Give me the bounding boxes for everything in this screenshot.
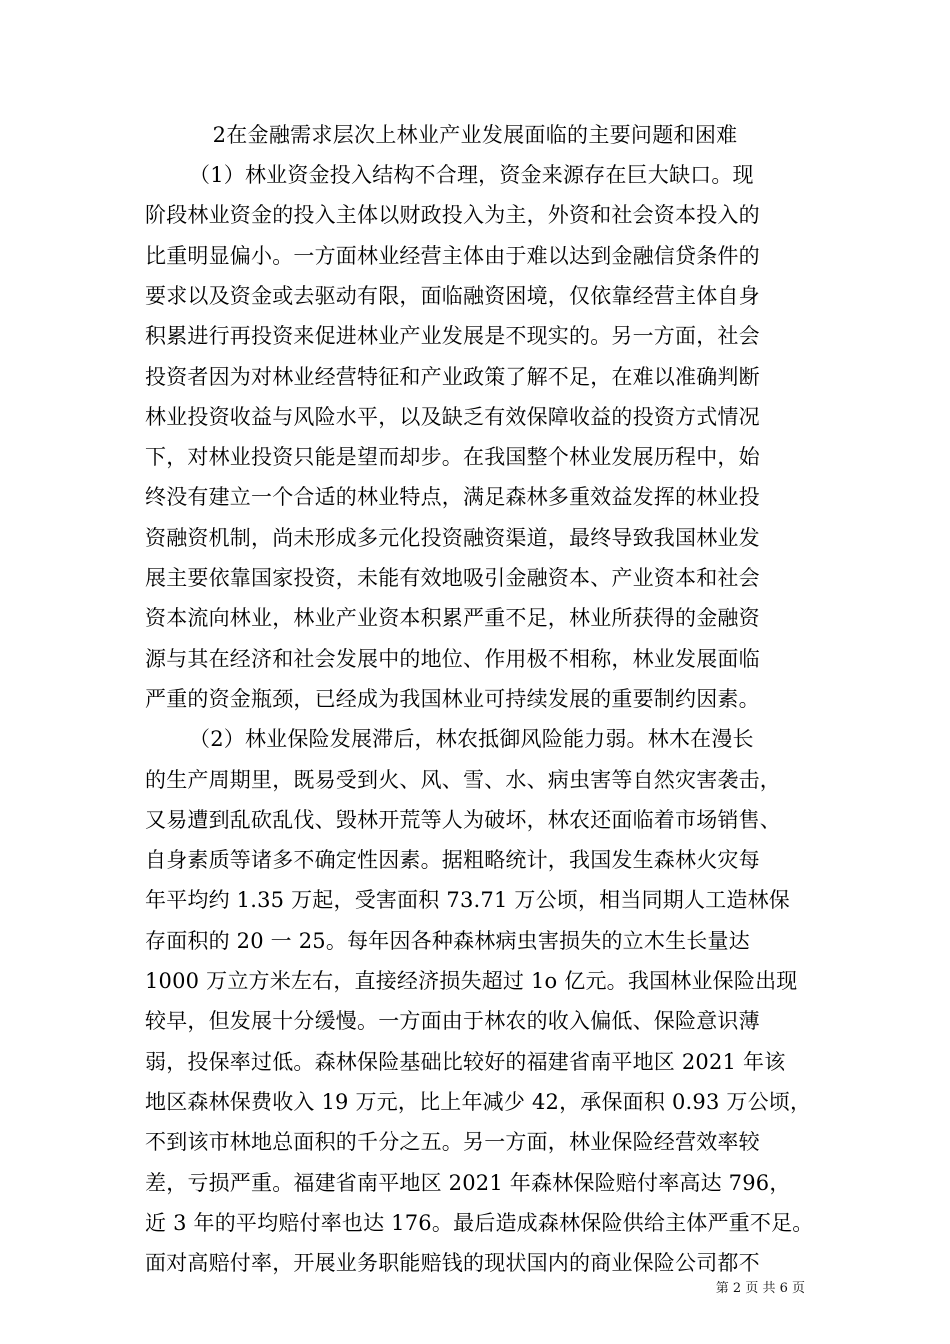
paragraph-line: 近 3 年的平均赔付率也达 176。最后造成森林保险供给主体严重不足。: [145, 1210, 814, 1235]
paragraph-first-line: （2）林业保险发展滞后，林农抵御风险能力弱。林木在漫长: [189, 727, 754, 752]
paragraph-line: 年平均约 1.35 万起，受害面积 73.71 万公顷，相当同期人工造林保: [145, 888, 790, 913]
paragraph-line: 比重明显偏小。一方面林业经营主体由于难以达到金融信贷条件的: [145, 243, 760, 268]
paragraph-line: 终没有建立一个合适的林业特点，满足森林多重效益发挥的林业投: [145, 485, 760, 510]
paragraph-line: 资本流向林业，林业产业资本积累严重不足，林业所获得的金融资: [145, 606, 760, 631]
paragraph-first-line: （1）林业资金投入结构不合理，资金来源存在巨大缺口。现: [189, 163, 754, 187]
paragraph-line: 林业投资收益与风险水平，以及缺乏有效保障收益的投资方式情况: [145, 404, 760, 429]
paragraph-line: 较早，但发展十分缓慢。一方面由于林农的收入偏低、保险意识薄: [145, 1009, 760, 1034]
paragraph-line: 不到该市林地总面积的千分之五。另一方面，林业保险经营效率较: [145, 1130, 760, 1155]
paragraph-line: 阶段林业资金的投入主体以财政投入为主，外资和社会资本投入的: [145, 203, 760, 228]
paragraph-line: 差，亏损严重。福建省南平地区 2021 年森林保险赔付率高达 796，: [145, 1170, 791, 1195]
paragraph-line: 源与其在经济和社会发展中的地位、作用极不相称，林业发展面临: [145, 646, 760, 671]
paragraph-line: 又易遭到乱砍乱伐、毁林开荒等人为破坏，林农还面临着市场销售、: [145, 807, 781, 832]
paragraph-line: 展主要依靠国家投资，未能有效地吸引金融资本、产业资本和社会: [145, 566, 760, 590]
paragraph-line: 自身素质等诸多不确定性因素。据粗略统计，我国发生森林火灾每: [145, 848, 760, 873]
paragraph-line: 面对高赔付率，开展业务职能赔钱的现状国内的商业保险公司都不: [145, 1251, 760, 1276]
paragraph-line: 下，对林业投资只能是望而却步。在我国整个林业发展历程中，始: [145, 445, 760, 470]
paragraph-line: 要求以及资金或去驱动有限，面临融资困境，仅依靠经营主体自身: [145, 283, 760, 308]
paragraph-line: 1000 万立方米左右，直接经济损失超过 1o 亿元。我国林业保险出现: [145, 969, 798, 993]
paragraph-line: 的生产周期里，既易受到火、风、雪、水、病虫害等自然灾害袭击，: [145, 767, 781, 792]
paragraph-line: 地区森林保费收入 19 万元，比上年减少 42，承保面积 0.93 万公顷，: [145, 1089, 812, 1114]
page-number-footer: 第 2 页 共 6 页: [715, 1281, 805, 1296]
paragraph-line: 弱，投保率过低。森林保险基础比较好的福建省南平地区 2021 年该: [145, 1049, 786, 1074]
paragraph-line: 存面积的 20 一 25。每年因各种森林病虫害损失的立木生长量达: [145, 928, 750, 953]
paragraph-line: 严重的资金瓶颈，已经成为我国林业可持续发展的重要制约因素。: [145, 686, 760, 711]
paragraph-line: 资融资机制，尚未形成多元化投资融资渠道，最终导致我国林业发: [145, 525, 760, 550]
section-heading: 2在金融需求层次上林业产业发展面临的主要问题和困难: [212, 123, 738, 147]
paragraph-line: 积累进行再投资来促进林业产业发展是不现实的。另一方面，社会: [145, 324, 760, 349]
paragraph-line: 投资者因为对林业经营特征和产业政策了解不足，在难以准确判断: [145, 364, 760, 389]
